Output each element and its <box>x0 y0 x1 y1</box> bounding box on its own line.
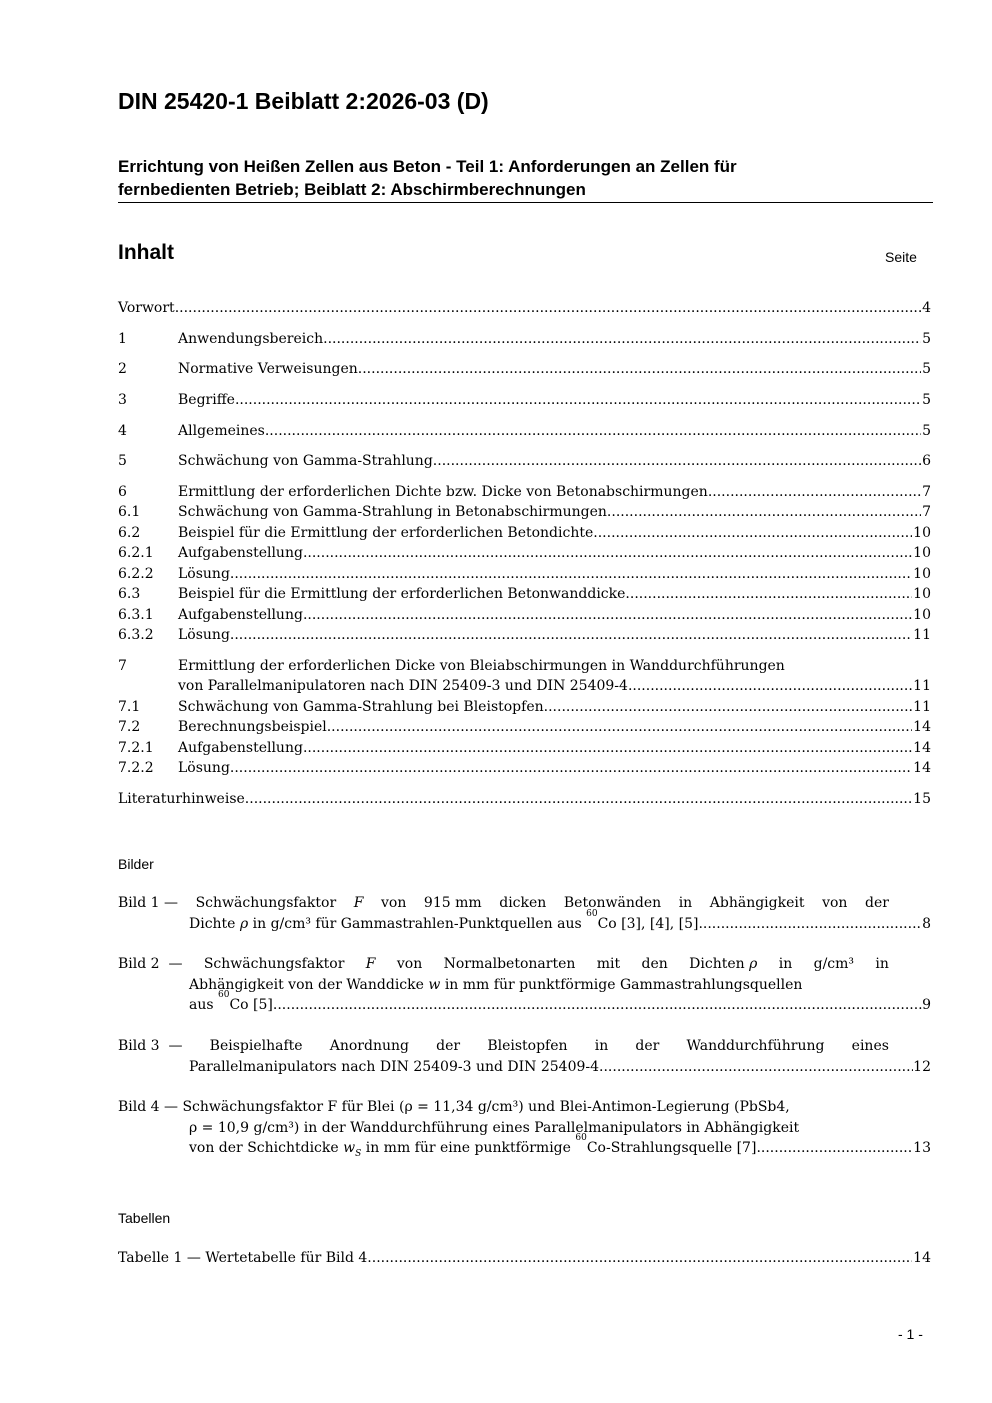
toc-leader <box>599 1057 913 1078</box>
toc-entry-vorwort[interactable] <box>118 298 931 318</box>
toc-leader <box>607 502 921 522</box>
w-symbol: w <box>428 976 441 993</box>
toc-number: 1 <box>118 331 127 347</box>
toc-entry-title: Aufgabenstellung <box>178 545 303 561</box>
word: eines <box>851 1038 889 1054</box>
toc-entry-6-2-2[interactable] <box>118 564 931 584</box>
toc-number: 7.2.2 <box>118 760 154 776</box>
figure-label: Bild 2 <box>118 956 160 972</box>
word: Bleistopfen <box>487 1038 568 1054</box>
word: von <box>381 895 407 911</box>
toc-page: 14 <box>913 760 931 776</box>
toc-entry-6[interactable] <box>118 482 931 502</box>
word: Abhängigkeit <box>709 895 805 911</box>
document-subtitle <box>118 155 933 203</box>
toc-page: 5 <box>922 423 931 439</box>
toc-leader <box>230 564 912 584</box>
toc-entry-3[interactable] <box>118 390 931 410</box>
toc-leader <box>625 584 912 604</box>
rho-symbol: ρ <box>239 915 249 932</box>
toc-number: 2 <box>118 361 127 377</box>
word: der <box>635 1038 660 1054</box>
figure-dash: — <box>168 956 183 972</box>
word: Wanddurchführung <box>686 1038 825 1054</box>
toc-entry-title: von Parallelmanipulatoren nach DIN 25409-3 und DIN 25409-4 <box>178 678 628 694</box>
toc-entry-6-1[interactable] <box>118 502 931 522</box>
toc-leader <box>358 359 921 379</box>
toc-number: 3 <box>118 392 127 408</box>
page-column-label: Seite <box>885 249 917 265</box>
toc-page: 10 <box>913 566 931 582</box>
figure-text: Co-Strahlungsquelle [7] <box>586 1140 757 1156</box>
toc-number: 6.2.1 <box>118 545 154 561</box>
ws-subscript: S <box>355 1148 362 1159</box>
word: in <box>678 895 693 911</box>
figures-heading: Bilder <box>118 856 154 872</box>
toc-entry-6-2[interactable] <box>118 523 931 543</box>
toc-number: 6 <box>118 484 127 500</box>
toc-leader <box>245 789 912 809</box>
toc-leader <box>544 697 913 717</box>
toc-entry-7-1[interactable] <box>118 697 931 717</box>
isotope-mass: 60 <box>575 1133 587 1143</box>
figure-text: Co [5] <box>229 997 273 1013</box>
figure-label: Bild 3 <box>118 1038 160 1054</box>
toc-entry-title: Ermittlung der erforderlichen Dichte bzw. Dicke von Betonabschirmungen <box>178 484 708 500</box>
figure-text: von der Schichtdicke <box>189 1140 339 1156</box>
word: Dichten <box>689 956 745 972</box>
figure-page: 12 <box>913 1058 931 1075</box>
toc-leader <box>628 676 912 696</box>
toc-entry-7-2-1[interactable] <box>118 738 931 758</box>
toc-entry-title: Normative Verweisungen <box>178 361 358 377</box>
toc-number: 4 <box>118 423 127 439</box>
word: g/cm³ <box>813 956 855 972</box>
word: Schwächungsfaktor <box>195 895 337 911</box>
toc-page: 5 <box>922 361 931 377</box>
toc-entry-title: Literaturhinweise <box>118 791 245 807</box>
toc-leader <box>303 738 912 758</box>
toc-page: 4 <box>922 300 931 316</box>
toc-number: 7.2.1 <box>118 740 154 756</box>
toc-entry-title: Beispiel für die Ermittlung der erforderlichen Betonwanddicke <box>178 586 626 602</box>
toc-entry-title: Aufgabenstellung <box>178 607 303 623</box>
toc-entry-title: Vorwort <box>118 300 175 316</box>
toc-entry-title: Aufgabenstellung <box>178 740 303 756</box>
word: Betonwänden <box>563 895 662 911</box>
toc-number: 6.2 <box>118 525 141 541</box>
toc-page: 10 <box>913 607 931 623</box>
word: mit <box>596 956 621 972</box>
word: Anordnung <box>329 1038 409 1054</box>
figure-text: Parallelmanipulators nach DIN 25409-3 und DIN 25409-4 <box>189 1058 600 1075</box>
page-number: - 1 - <box>898 1326 923 1342</box>
toc-entry-title: Beispiel für die Ermittlung der erforderlichen Betondichte <box>178 525 594 541</box>
word: dicken <box>499 895 547 911</box>
toc-entry-title: Schwächung von Gamma-Strahlung bei Bleistopfen <box>178 699 544 715</box>
toc-number: 6.3 <box>118 586 141 602</box>
toc-entry-7-2[interactable] <box>118 717 931 737</box>
figure-label: Bild 4 <box>118 1099 160 1115</box>
toc-page: 7 <box>922 504 931 520</box>
toc-page: 7 <box>922 484 931 500</box>
toc-leader <box>708 482 921 502</box>
toc-entry-title: Allgemeines <box>178 423 265 439</box>
toc-number: 6.2.2 <box>118 566 154 582</box>
figure-page: 8 <box>922 915 931 932</box>
toc-leader <box>235 390 921 410</box>
toc-page: 15 <box>913 791 931 807</box>
isotope-mass: 60 <box>218 990 230 1000</box>
toc-number: 5 <box>118 453 127 469</box>
figure-dash: — <box>168 1038 183 1054</box>
toc-entry-6-3-1[interactable] <box>118 605 931 625</box>
figure-text: Co [3], [4], [5] <box>597 915 699 932</box>
toc-leader <box>433 451 921 471</box>
word: 915 <box>423 895 451 911</box>
toc-leader <box>593 523 912 543</box>
toc-number: 6.3.2 <box>118 627 154 643</box>
toc-leader <box>756 1138 913 1164</box>
figure-entry-4[interactable] <box>118 1097 931 1164</box>
table-entry-title: Tabelle 1 — Wertetabelle für Bild 4 <box>118 1250 368 1266</box>
toc-number: 6.1 <box>118 504 141 520</box>
toc-entry-title: Anwendungsbereich <box>178 331 324 347</box>
word: mm <box>455 895 482 911</box>
table-entry-1[interactable] <box>118 1248 931 1268</box>
subtitle-line-2: fernbedienten Betrieb; Beiblatt 2: Abschirmberechnungen <box>118 180 586 199</box>
figure-text: in mm für punktförmige Gammastrahlungsquellen <box>444 976 803 993</box>
toc-leader <box>327 717 912 737</box>
word: der <box>436 1038 461 1054</box>
word: in <box>778 956 793 972</box>
figure-page: 13 <box>913 1140 931 1156</box>
toc-entry-title: Lösung <box>178 566 230 582</box>
toc-leader <box>230 625 912 645</box>
table-page: 14 <box>913 1250 931 1266</box>
toc-number: 7 <box>118 658 127 674</box>
toc-page: 11 <box>913 699 931 715</box>
figure-page: 9 <box>922 997 931 1013</box>
word: in <box>594 1038 609 1054</box>
toc-entry-title: Schwächung von Gamma-Strahlung <box>178 453 433 469</box>
toc-leader <box>367 1248 912 1268</box>
toc-leader <box>175 298 921 318</box>
toc-page: 5 <box>922 392 931 408</box>
toc-page: 10 <box>913 525 931 541</box>
toc-leader <box>303 605 912 625</box>
toc-page: 11 <box>913 627 931 643</box>
toc-page: 10 <box>913 545 931 561</box>
isotope-mass: 60 <box>586 908 598 919</box>
toc-leader <box>323 329 921 349</box>
toc-entry-5[interactable] <box>118 451 931 471</box>
toc-number: 6.3.1 <box>118 607 154 623</box>
word: den <box>641 956 668 972</box>
toc-entry-2[interactable] <box>118 359 931 379</box>
figure-text: ρ = 10,9 g/cm³) in der Wanddurchführung eines Parallelmanipulators in Abhängigkeit <box>189 1119 800 1136</box>
document-title: DIN 25420-1 Beiblatt 2:2026-03 (D) <box>118 88 489 114</box>
toc-entry-1[interactable] <box>118 329 931 349</box>
word: Beispielhafte <box>209 1038 303 1054</box>
toc-page: 10 <box>913 586 931 602</box>
figure-entry-1[interactable] <box>118 893 931 934</box>
toc-leader <box>273 995 922 1016</box>
toc-entry-title-line-1: Ermittlung der erforderlichen Dicke von Bleiabschirmungen in Wanddurchführungen <box>178 658 785 674</box>
figure-text: Schwächungsfaktor F für Blei (ρ = 11,34 g/cm³) und Blei-Antimon-Legierung (PbSb4, <box>182 1099 790 1115</box>
toc-entry-literaturhinweise[interactable] <box>118 789 931 809</box>
toc-entry-title: Berechnungsbeispiel <box>178 719 327 735</box>
toc-entry-7-2-2[interactable] <box>118 758 931 778</box>
figure-text: Abhängigkeit von der Wanddicke <box>189 976 424 993</box>
toc-entry-title: Begriffe <box>178 392 235 408</box>
toc-leader <box>698 914 922 935</box>
toc-entry-title: Lösung <box>178 760 230 776</box>
figure-text: aus <box>189 997 214 1013</box>
figure-text: in mm für eine punktförmige <box>365 1140 571 1156</box>
toc-leader <box>230 758 912 778</box>
toc-leader <box>303 543 912 563</box>
toc-entry-6-2-1[interactable] <box>118 543 931 563</box>
word: F <box>365 956 376 972</box>
toc-page: 14 <box>913 740 931 756</box>
figure-entry-3[interactable] <box>118 1036 931 1077</box>
toc-entry-7[interactable] <box>118 658 931 696</box>
word: von <box>396 956 423 972</box>
toc-number: 7.2 <box>118 719 141 735</box>
word: ρ <box>749 956 758 972</box>
toc-page: 5 <box>922 331 931 347</box>
toc-entry-title: Schwächung von Gamma-Strahlung in Betonabschirmungen <box>178 504 607 520</box>
tables-heading: Tabellen <box>118 1210 171 1226</box>
toc-entry-4[interactable] <box>118 421 931 441</box>
word: F <box>353 895 364 911</box>
toc-leader <box>265 421 921 441</box>
toc-number: 7.1 <box>118 699 141 715</box>
figure-dash: — <box>164 1099 179 1115</box>
toc-heading: Inhalt <box>118 241 174 264</box>
toc-page: 6 <box>922 453 931 469</box>
figure-label: Bild 1 <box>118 895 160 911</box>
toc-entry-title: Lösung <box>178 627 230 643</box>
figure-text: Dichte <box>189 915 236 932</box>
figure-entry-2[interactable] <box>118 954 931 1016</box>
word: in <box>875 956 889 972</box>
word: von <box>822 895 848 911</box>
word: Normalbetonarten <box>443 956 576 972</box>
subtitle-line-1: Errichtung von Heißen Zellen aus Beton - Teil 1: Anforderungen an Zellen für <box>118 157 737 176</box>
ws-symbol: $w_S$ <box>343 1140 362 1159</box>
toc-page: 11 <box>913 678 931 694</box>
toc-entry-6-3-2[interactable] <box>118 625 931 645</box>
figure-text: in g/cm³ für Gammastrahlen-Punktquellen aus <box>252 915 582 932</box>
toc-page: 14 <box>913 719 931 735</box>
figure-dash: — <box>164 895 179 911</box>
word: der <box>864 895 889 911</box>
toc-entry-6-3[interactable] <box>118 584 931 604</box>
word: Schwächungsfaktor <box>203 956 345 972</box>
